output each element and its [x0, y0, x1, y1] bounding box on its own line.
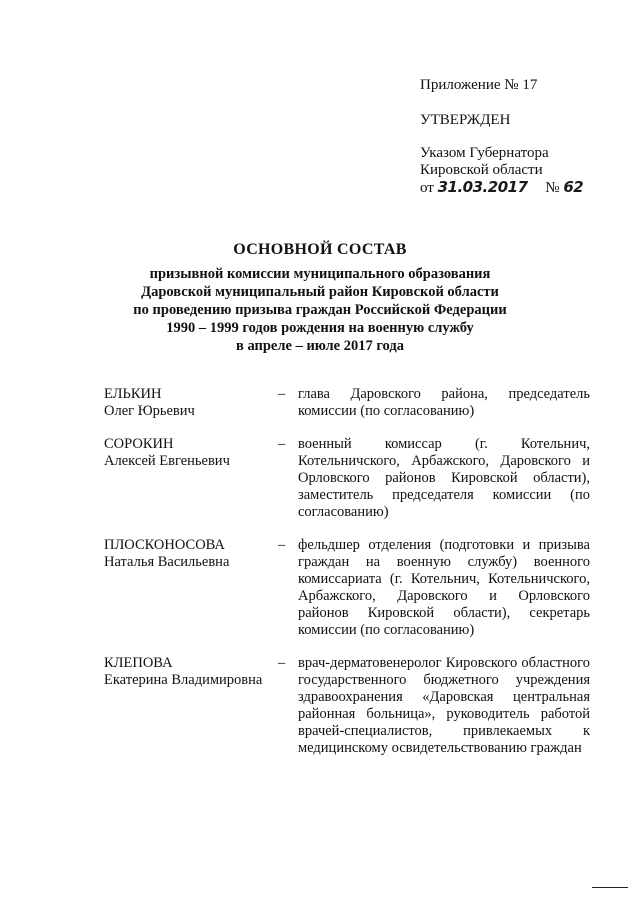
member-role	[278, 537, 590, 639]
title-line: по проведению призыва граждан Российской Федерации	[133, 302, 507, 318]
dash-separator: –	[278, 655, 286, 671]
dash-separator: –	[278, 436, 286, 452]
dash-separator: –	[278, 537, 286, 553]
member-role-text: фельдшер отделения (подготовки и призыва граждан на военную службу) военного комиссариата (г. Котельнич, Котельничского, Арбажского, Даровского и Орловского районов Кировской области), секретарь комиссии (по согласованию)	[298, 537, 590, 638]
member-given-names: Алексей Евгеньевич	[104, 453, 230, 469]
appendix-number: Приложение № 17	[420, 77, 538, 93]
dash-separator: –	[278, 386, 286, 402]
member-row	[104, 386, 590, 420]
member-surname: ЕЛЬКИН	[104, 386, 162, 402]
title-line: 1990 – 1999 годов рождения на военную службу	[166, 320, 474, 336]
member-surname: КЛЕПОВА	[104, 655, 173, 671]
member-role	[278, 386, 590, 420]
member-name	[104, 537, 278, 639]
member-name	[104, 436, 278, 521]
member-surname: СОРОКИН	[104, 436, 174, 452]
decree-line-1: Указом Губернатора	[420, 145, 549, 161]
member-surname: ПЛОСКОНОСОВА	[104, 537, 225, 553]
member-given-names: Наталья Васильевна	[104, 554, 230, 570]
title-line: Даровской муниципальный район Кировской области	[141, 284, 499, 300]
member-name	[104, 386, 278, 420]
decree-block	[420, 145, 583, 197]
handwritten-number: 62	[563, 178, 584, 196]
approved-stamp: УТВЕРЖДЕН	[420, 112, 511, 128]
footer-rule	[592, 887, 628, 888]
member-name	[104, 655, 278, 757]
member-row	[104, 537, 590, 639]
number-prefix: №	[545, 180, 560, 196]
member-role	[278, 436, 590, 521]
title-line: в апреле – июле 2017 года	[236, 338, 404, 354]
member-row	[104, 655, 590, 757]
member-role	[278, 655, 590, 757]
member-role-text: врач-дерматовенеролог Кировского областного государственного бюджетного учреждения здравоохранения «Даровская центральная районная больница», руководитель работой врачей-специалистов, привлекаемых к медицинскому освидетельствованию граждан	[298, 655, 590, 756]
member-row	[104, 436, 590, 521]
title-line: призывной комиссии муниципального образования	[149, 266, 491, 282]
date-prefix: от	[420, 180, 434, 196]
member-role-text: глава Даровского района, председатель комиссии (по согласованию)	[298, 386, 590, 419]
title-main: ОСНОВНОЙ СОСТАВ	[233, 241, 407, 258]
member-given-names: Олег Юрьевич	[104, 403, 195, 419]
member-given-names: Екатерина Владимировна	[104, 672, 263, 688]
members-list	[104, 386, 590, 773]
decree-date-line	[420, 179, 583, 197]
decree-line-2: Кировской области	[420, 162, 543, 178]
member-role-text: военный комиссар (г. Котельнич, Котельничского, Арбажского, Даровского и Орловского районов Кировской области), заместитель председателя комиссии (по согласованию)	[298, 436, 590, 520]
handwritten-date: 31.03.2017	[437, 178, 528, 196]
document-title	[60, 240, 580, 355]
